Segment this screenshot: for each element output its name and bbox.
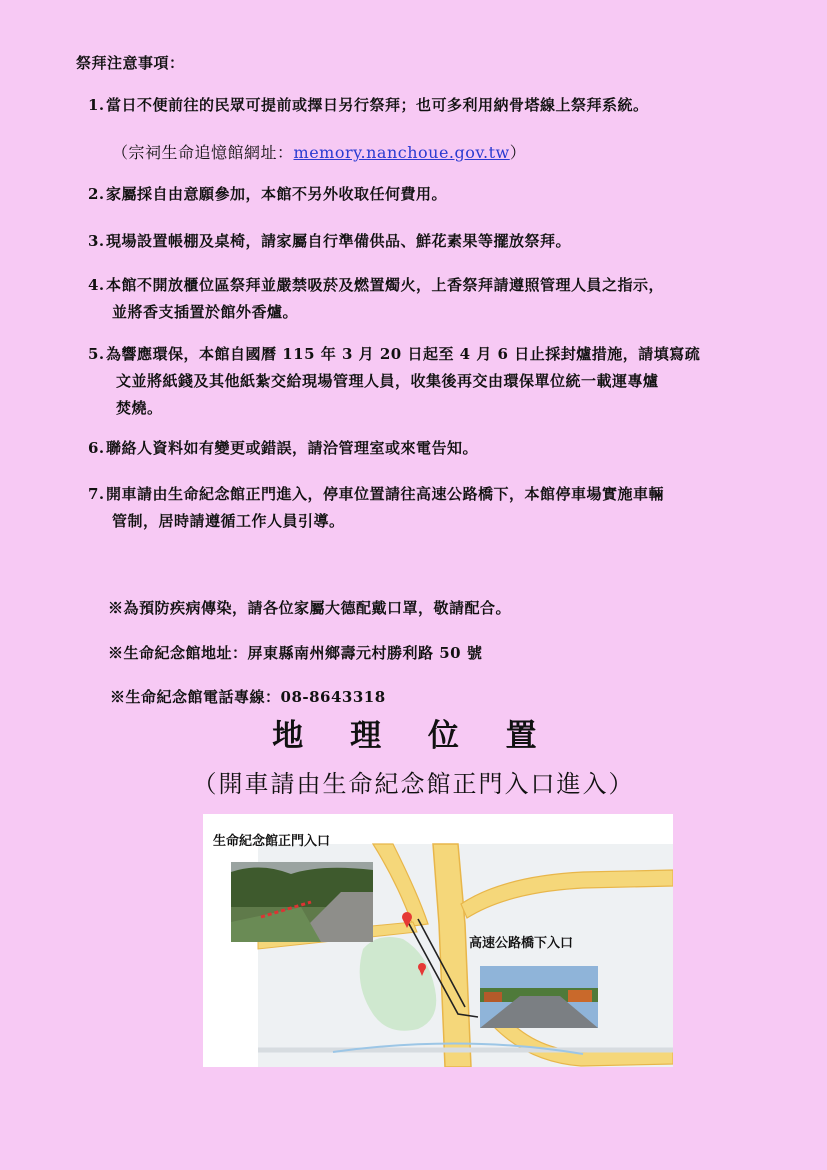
item-text: 現場設置帳棚及桌椅，請家屬自行準備供品、鮮花素果等擺放祭拜。 xyxy=(106,232,572,250)
item-text: 開車請由生命紀念館正門進入，停車位置請往高速公路橋下，本館停車場實施車輛 xyxy=(106,485,665,503)
item-text: 為響應環保，本館自國曆 115 年 3 月 20 日起至 4 月 6 日止採封爐措施，請填寫疏 xyxy=(106,345,701,363)
website-prefix: （宗祠生命追憶館網址： xyxy=(112,143,294,162)
notice-heading: 祭拜注意事項： xyxy=(76,54,185,72)
main-entrance-label: 生命紀念館正門入口 xyxy=(213,834,331,849)
website-link[interactable]: memory.nanchoue.gov.tw xyxy=(293,143,510,162)
item-text: 當日不便前往的民眾可提前或擇日另行祭拜；也可多利用納骨塔線上祭拜系統。 xyxy=(106,96,649,114)
item-text-cont: 並將香支插置於館外香爐。 xyxy=(112,303,299,321)
highway-entrance-label: 高速公路橋下入口 xyxy=(469,936,574,951)
item-number: 7. xyxy=(88,485,105,503)
website-line xyxy=(112,140,526,163)
section-subtitle: （開車請由生命紀念館正門入口進入） xyxy=(192,770,635,798)
item-number: 2. xyxy=(88,185,105,203)
highway-entrance-photo xyxy=(480,966,598,1028)
website-suffix: ） xyxy=(509,143,527,162)
location-map xyxy=(203,814,673,1067)
note-address: ※生命紀念館地址：屏東縣南州鄉壽元村勝利路 50 號 xyxy=(108,644,483,662)
item-number: 5. xyxy=(88,345,105,363)
note-phone: ※生命紀念館電話專線：08-8643318 xyxy=(110,688,386,706)
note-mask: ※為預防疾病傳染，請各位家屬大德配戴口罩，敬請配合。 xyxy=(108,599,512,617)
item-number: 6. xyxy=(88,439,105,457)
item-text-cont: 焚燒。 xyxy=(116,399,163,417)
item-number: 3. xyxy=(88,232,105,250)
item-number: 1. xyxy=(88,96,105,114)
main-entrance-photo xyxy=(231,862,373,942)
item-text-cont: 管制，居時請遵循工作人員引導。 xyxy=(112,512,345,530)
item-text: 聯絡人資料如有變更或錯誤，請洽管理室或來電告知。 xyxy=(106,439,479,457)
item-text: 本館不開放櫃位區祭拜並嚴禁吸菸及燃置燭火，上香祭拜請遵照管理人員之指示， xyxy=(106,276,665,294)
item-text: 家屬採自由意願參加，本館不另外收取任何費用。 xyxy=(106,185,448,203)
item-number: 4. xyxy=(88,276,105,294)
list-item-1 xyxy=(88,92,788,120)
item-text-cont: 文並將紙錢及其他紙紮交給現場管理人員，收集後再交由環保單位統一載運專爐 xyxy=(116,372,659,390)
section-title: 地 理 位 置 xyxy=(272,718,555,754)
